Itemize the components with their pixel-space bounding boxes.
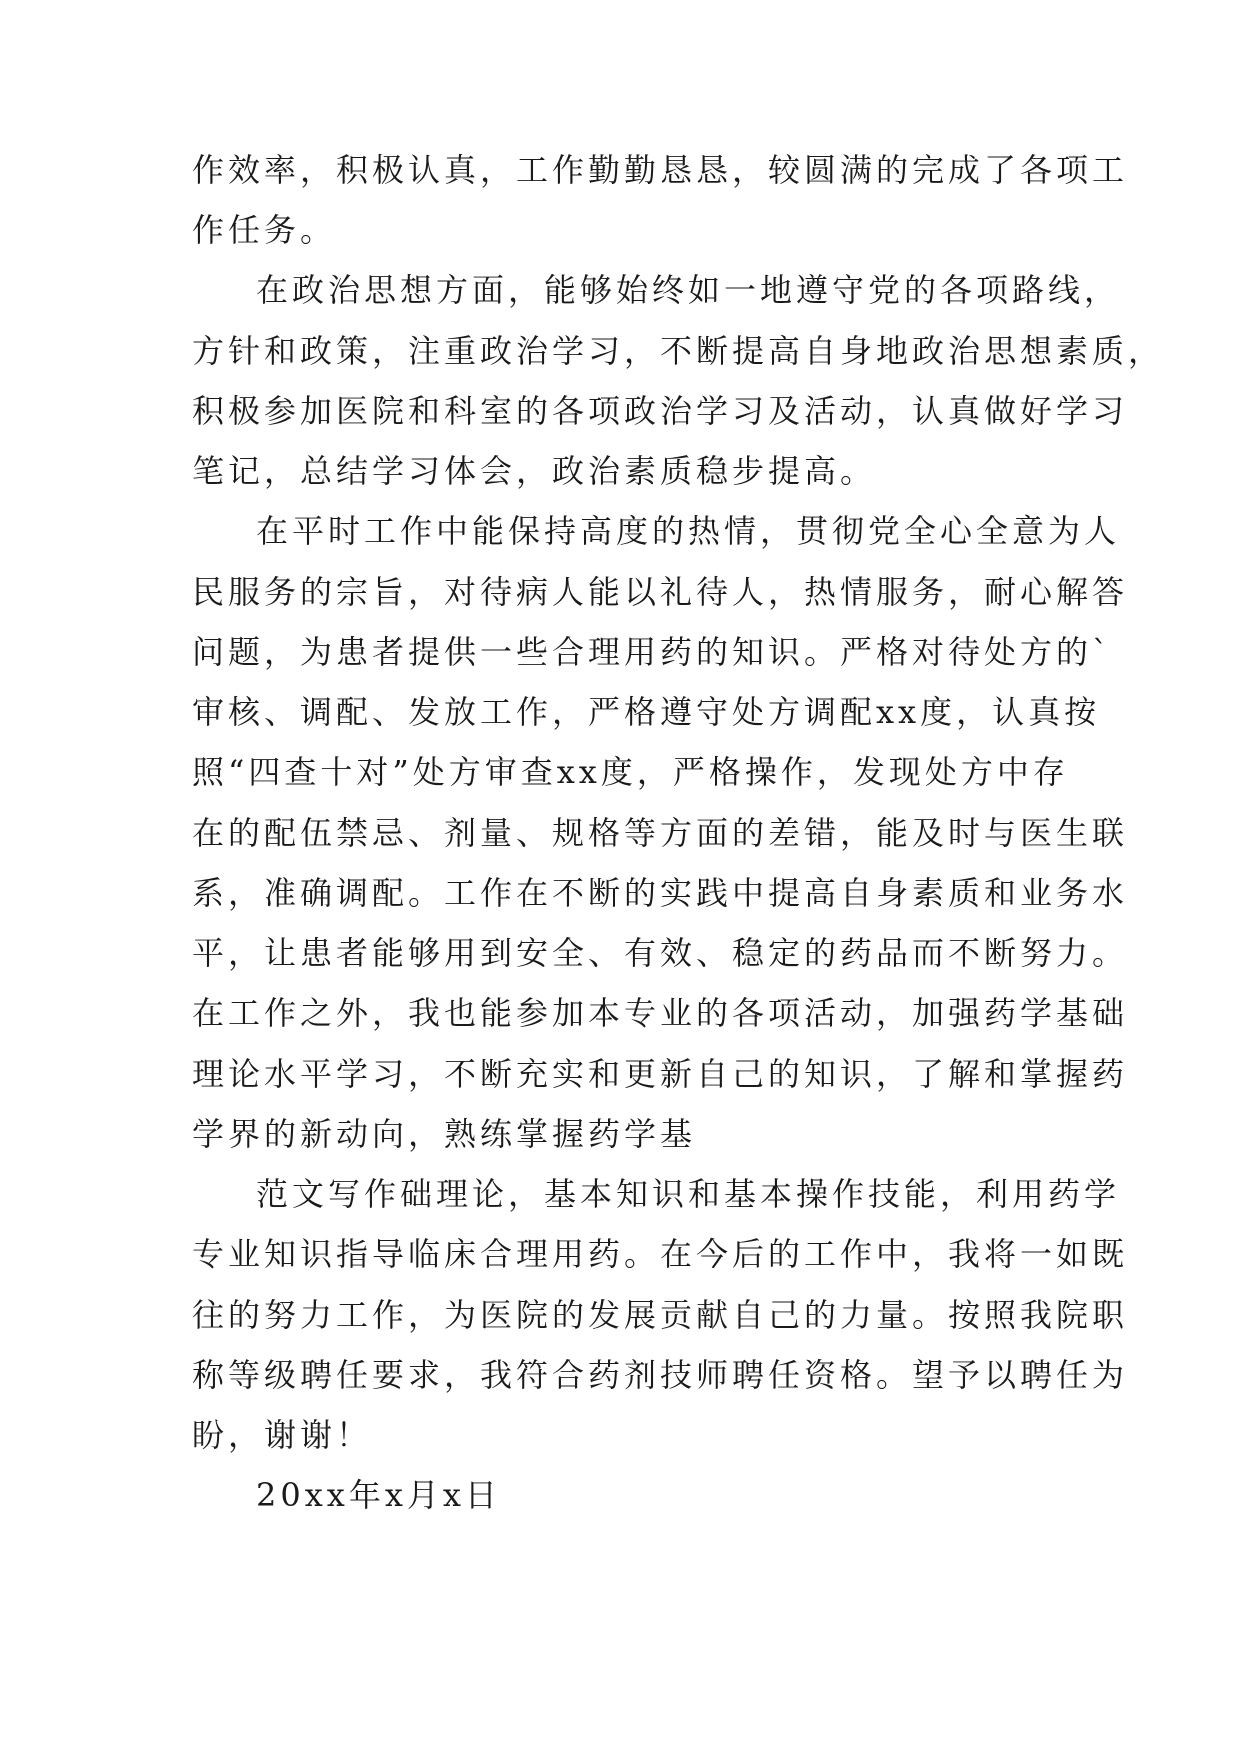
text-line: 理论水平学习，不断充实和更新自己的知识，了解和掌握药: [192, 1055, 1129, 1093]
text-line: 称等级聘任要求，我符合药剂技师聘任资格。望予以聘任为: [192, 1356, 1129, 1394]
text-line: 在的配伍禁忌、剂量、规格等方面的差错，能及时与医生联: [192, 814, 1129, 852]
text-line: 专业知识指导临床合理用药。在今后的工作中，我将一如既: [192, 1235, 1129, 1273]
date-line: 20xx年x月x日: [256, 1476, 501, 1514]
text-line: 系，准确调配。工作在不断的实践中提高自身素质和业务水: [192, 874, 1129, 912]
text-line: 笔记，总结学习体会，政治素质稳步提高。: [192, 452, 877, 490]
text-line: 学界的新动向，熟练掌握药学基: [192, 1115, 697, 1153]
text-line: 审核、调配、发放工作，严格遵守处方调配xx度，认真按: [192, 693, 1101, 731]
text-line: 民服务的宗旨，对待病人能以礼待人，热情服务，耐心解答: [192, 573, 1129, 611]
text-line: 平，让患者能够用到安全、有效、稳定的药品而不断努力。: [192, 934, 1129, 972]
paragraph-start-line: 范文写作础理论，基本知识和基本操作技能，利用药学: [256, 1175, 1121, 1213]
text-line: 作效率，积极认真，工作勤勤恳恳，较圆满的完成了各项工: [192, 151, 1129, 189]
text-line: 盼，谢谢！: [192, 1416, 373, 1454]
text-line: 方针和政策，注重政治学习，不断提高自身地政治思想素质，: [192, 332, 1165, 370]
paragraph-start-line: 在平时工作中能保持高度的热情，贯彻党全心全意为人: [256, 512, 1121, 550]
text-line: 照“四查十对”处方审查xx度，严格操作，发现处方中存: [192, 753, 1069, 791]
text-line: 作任务。: [192, 211, 337, 249]
text-line: 在工作之外，我也能参加本专业的各项活动，加强药学基础: [192, 994, 1129, 1032]
paragraph-start-line: 在政治思想方面，能够始终如一地遵守党的各项路线，: [256, 271, 1121, 309]
text-line: 问题，为患者提供一些合理用药的知识。严格对待处方的`: [192, 633, 1113, 671]
text-line: 积极参加医院和科室的各项政治学习及活动，认真做好学习: [192, 392, 1129, 430]
text-line: 往的努力工作，为医院的发展贡献自己的力量。按照我院职: [192, 1296, 1129, 1334]
